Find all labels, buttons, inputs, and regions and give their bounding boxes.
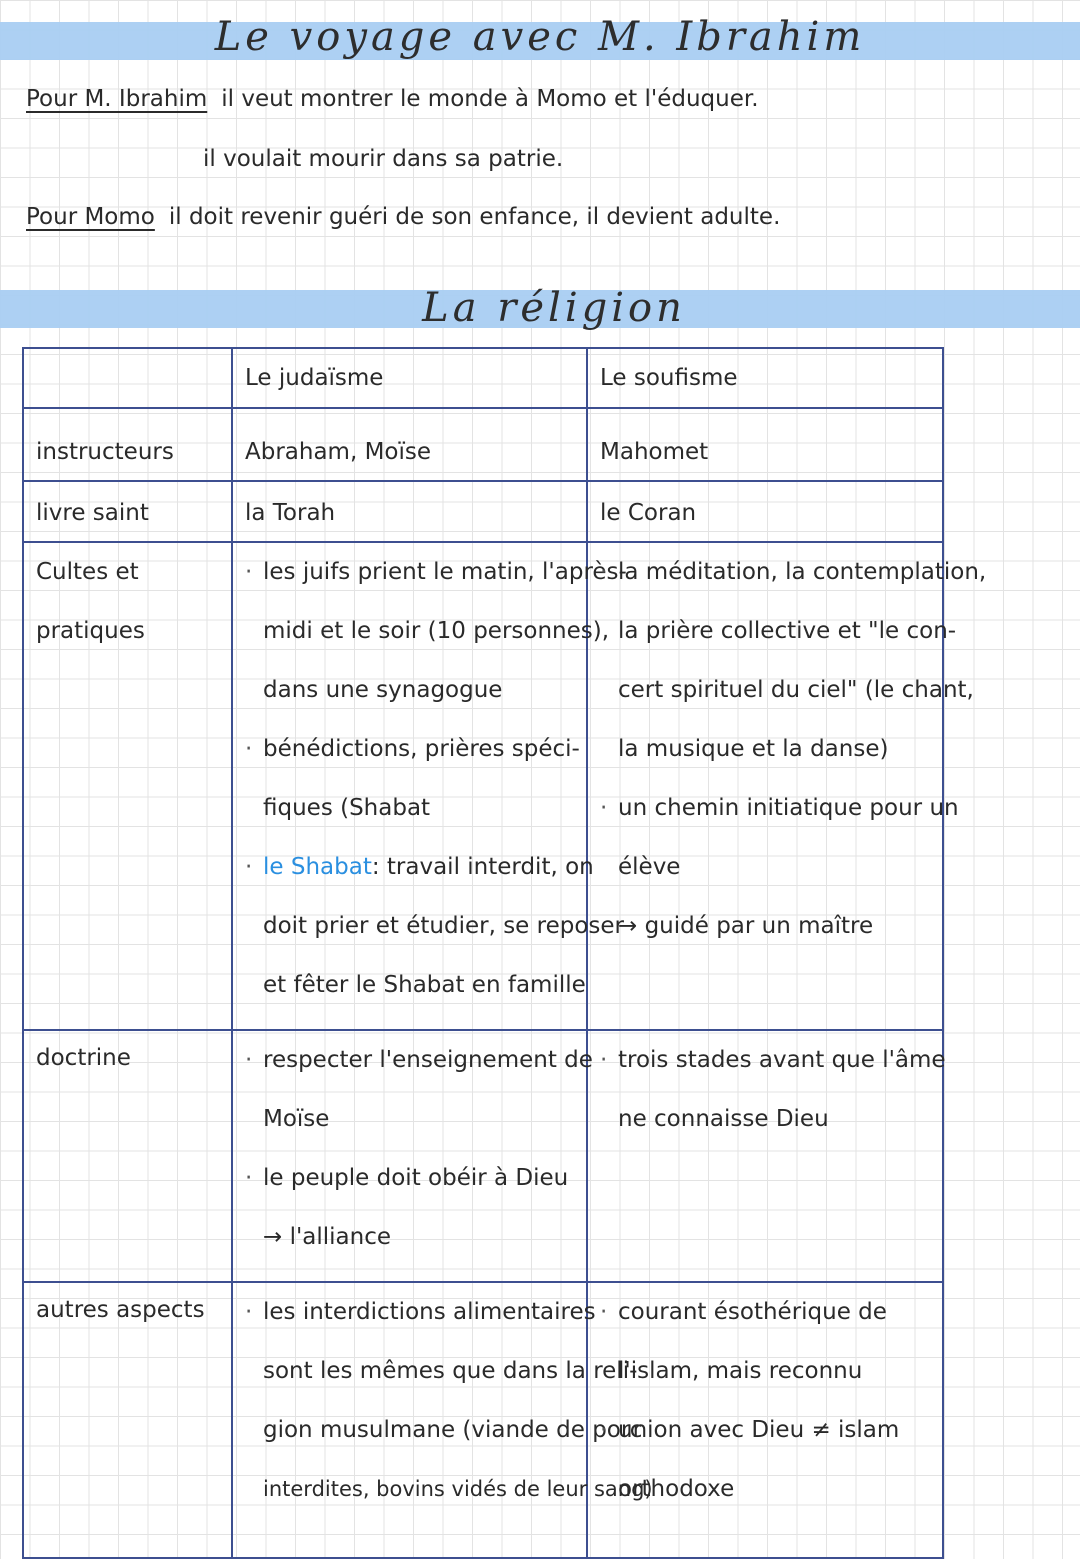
table-row — [23, 408, 943, 481]
row-label-instructeurs: instructeurs — [23, 408, 232, 481]
table-row — [23, 1030, 943, 1282]
ibrahim-line-1: il veut montrer le monde à Momo et l'éduquer. — [221, 86, 759, 112]
pour-ibrahim-label: Pour M. Ibrahim — [26, 86, 208, 112]
cell-judaisme-instructeurs: Abraham, Moïse — [232, 408, 587, 481]
cell-judaisme-autres: · les interdictions alimentaires sont les mêmes que dans la reli- gion musulmane (viande de porc interdites, bovins vidés de leur sang) — [232, 1282, 587, 1558]
shabat-line: · le Shabat: travail interdit, on — [237, 852, 576, 911]
note-ibrahim-1 — [26, 86, 759, 112]
row-label-autres: autres aspects — [23, 1282, 232, 1558]
table-row — [23, 542, 943, 1030]
table-header-row — [23, 348, 943, 408]
header-empty-cell — [23, 348, 232, 408]
cell-soufisme-instructeurs: Mahomet — [587, 408, 943, 481]
cell-soufisme-livre: le Coran — [587, 481, 943, 542]
row-label-doctrine: doctrine — [23, 1030, 232, 1282]
note-momo — [26, 204, 780, 230]
cell-judaisme-cultes: · les juifs prient le matin, l'après- midi et le soir (10 personnes), dans une synagogue · bénédictions, prières spéci- fiques (Shabat · le Shabat: travail interdit, on doit prier et étudier, se reposer et fêter le Shabat en famille — [232, 542, 587, 1030]
header-judaisme: Le judaïsme — [232, 348, 587, 408]
row-label-livre-saint: livre saint — [23, 481, 232, 542]
cell-judaisme-doctrine: · respecter l'enseignement de Moïse · le peuple doit obéir à Dieu → l'alliance — [232, 1030, 587, 1282]
religion-title: La réligion — [422, 285, 686, 331]
cell-soufisme-doctrine: · trois stades avant que l'âme ne connaisse Dieu — [587, 1030, 943, 1282]
religion-table — [22, 347, 987, 1559]
ibrahim-line-2: il voulait mourir dans sa patrie. — [203, 146, 564, 172]
cell-soufisme-autres: · courant ésothérique de l'islam, mais reconnu · union avec Dieu ≠ islam orthodoxe — [587, 1282, 943, 1558]
row-label-cultes: Cultes et pratiques — [23, 542, 232, 1030]
page-title: Le voyage avec M. Ibrahim — [214, 14, 866, 60]
momo-line: il doit revenir guéri de son enfance, il devient adulte. — [168, 204, 781, 230]
table-row — [23, 481, 943, 542]
table-row — [23, 1282, 943, 1558]
pour-momo-label: Pour Momo — [26, 204, 155, 230]
cell-judaisme-livre: la Torah — [232, 481, 587, 542]
cell-soufisme-cultes: · la méditation, la contemplation, la prière collective et "le con- cert spirituel du ciel" (le chant, la musique et la danse) · un chemin initiatique pour un élève → guidé par un maître — [587, 542, 943, 1030]
header-soufisme: Le soufisme — [587, 348, 943, 408]
shabat-highlight: le Shabat — [263, 854, 372, 880]
note-ibrahim-2 — [203, 146, 563, 172]
